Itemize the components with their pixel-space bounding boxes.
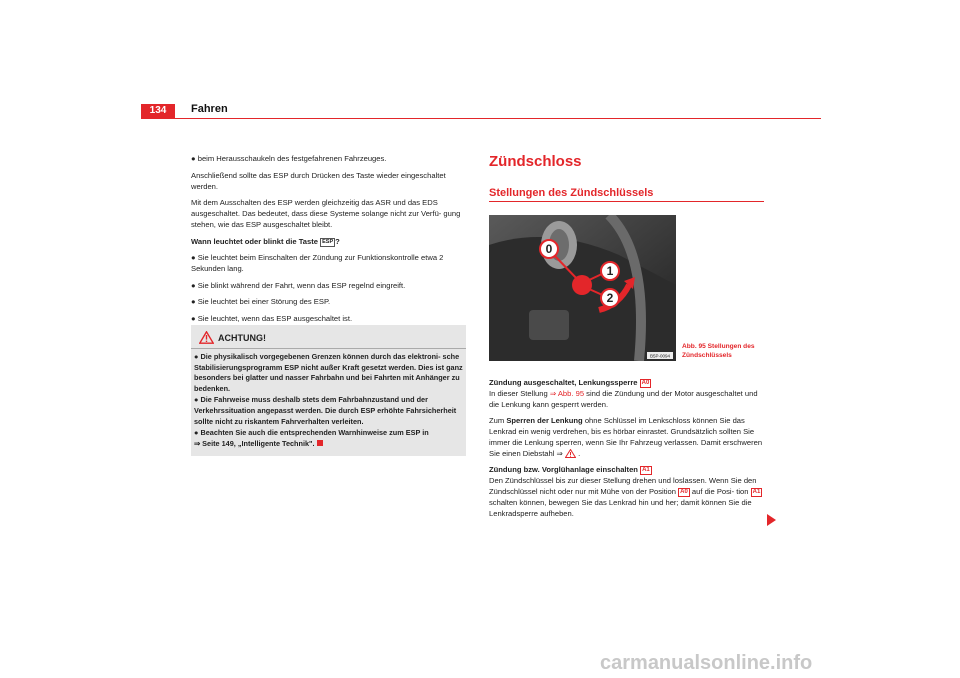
warning-item xyxy=(194,352,464,394)
text: sind die Zündung und der Motor ausgeschaltet und die Lenkung kann gesperrt werden. xyxy=(489,389,758,409)
bullet-icon: ● xyxy=(191,297,196,306)
paragraph: Mit dem Ausschalten des ESP werden gleichzeitig das ASR und das EDS ausgeschaltet. Das bedeutet, dass diese Systeme solange nicht zur Verfü- gung stehen, wie das ESP ausgeschaltet bleibt. xyxy=(191,198,461,229)
warning-body xyxy=(194,352,464,450)
paragraph xyxy=(489,388,764,410)
warning-triangle-icon[interactable] xyxy=(565,449,576,458)
bullet-icon: ● xyxy=(191,253,196,262)
photo-code: B5P-0094 xyxy=(649,353,671,359)
ignition-illustration xyxy=(489,215,676,361)
text: auf die Posi- tion xyxy=(691,487,749,496)
figure-link[interactable]: ⇒ Abb. 95 xyxy=(549,389,585,398)
left-column xyxy=(191,153,466,329)
section-heading xyxy=(489,377,764,388)
subsection-rule xyxy=(489,201,764,202)
warning-item-text: Die physikalisch vorgegebenen Grenzen können durch das elektroni- sche Stabilisierungsprogramm ESP nicht außer Kraft gesetzt werden. Dies ist ganz besonders bei glatter und nasser Fahrbahn und bei Fahrten mit Anhänger zu bedenken. xyxy=(194,352,463,393)
warning-item xyxy=(194,395,464,427)
warning-page-link[interactable]: ⇒ Seite 149, „Intelligente Technik". xyxy=(194,438,315,448)
caption-line: Zündschlüssels xyxy=(682,351,732,359)
warning-triangle-icon xyxy=(199,331,214,344)
position-2-label: 2 xyxy=(606,291,614,305)
bullet-icon: ● xyxy=(191,280,196,290)
bullet-icon: ● xyxy=(191,154,196,163)
heading-text: Zündung bzw. Vorglühanlage einschalten xyxy=(489,465,638,474)
question-mark: ? xyxy=(335,236,340,246)
warning-item-text: Die Fahrweise muss deshalb stets dem Fahrbahnzustand und der Verkehrssituation angepasst werden. Die durch ESP erhöhte Fahrsicherheit sollte nicht zu riskantem Fahrverhalten verleiten. xyxy=(194,395,457,426)
warning-box xyxy=(191,325,466,456)
position-badge: A1 xyxy=(752,489,761,495)
bullet-icon: ● xyxy=(194,428,199,438)
caption-line: Abb. 95 Stellungen des xyxy=(682,343,755,350)
next-page-arrow-icon[interactable] xyxy=(766,514,776,526)
position-badge: A0 xyxy=(641,380,650,386)
list-item-text: Sie blinkt während der Fahrt, wenn das ESP regelnd eingreift. xyxy=(197,280,406,290)
list-item-text: Sie leuchtet bei einer Störung des ESP. xyxy=(197,297,331,306)
text: Zum xyxy=(489,416,505,425)
question-text: Wann leuchtet oder blinkt die Taste xyxy=(191,236,318,246)
text: Den Zündschlüssel bis zur dieser Stellung drehen und loslassen. Wenn Sie den Zündschlüssel nicht oder nur mit Mühe von der Position xyxy=(489,476,757,496)
list-item xyxy=(191,313,466,324)
paragraph xyxy=(489,415,764,459)
header-rule xyxy=(141,118,821,119)
watermark: carmanualsonline.info xyxy=(600,652,813,674)
list-item-text: beim Herausschaukeln des festgefahrenen Fahrzeuges. xyxy=(197,154,387,163)
bold-text: Sperren der Lenkung xyxy=(506,416,583,425)
heading-text: Zündung ausgeschaltet, Lenkungssperre xyxy=(489,378,638,387)
warning-item xyxy=(194,428,464,449)
list-item-text: Sie leuchtet beim Einschalten der Zündung zur Funktionskontrolle etwa 2 Sekunden lang. xyxy=(191,253,444,273)
list-item xyxy=(191,280,466,291)
list-item xyxy=(191,252,466,274)
position-badge: A1 xyxy=(642,467,650,473)
warning-item-text: Beachten Sie auch die entsprechenden Warnhinweise zum ESP in xyxy=(200,428,429,438)
text: ohne Schlüssel im Lenkschloss können Sie das Lenkrad ein wenig verdrehen, bis es hörbar einrastet. Grundsätzlich sollten Sie immer die Lenkung sperren, wenn Sie Ihr Fahrzeug verlassen. Damit erschweren Sie einen Diebstahl ⇒ xyxy=(489,416,763,458)
subsection-title: Stellungen des Zündschlüssels xyxy=(489,187,654,199)
section-heading xyxy=(489,464,764,475)
text: In dieser Stellung xyxy=(489,389,548,398)
text: schalten können, bewegen Sie das Lenkrad hin und her; damit können Sie die Lenkradsperre aufheben. xyxy=(489,498,752,518)
paragraph xyxy=(489,475,764,519)
list-item xyxy=(191,153,466,164)
question-heading xyxy=(191,236,466,247)
end-marker-icon xyxy=(317,440,323,446)
warning-divider xyxy=(191,348,466,349)
position-badge: A0 xyxy=(680,489,688,495)
warning-title: ACHTUNG! xyxy=(218,333,266,343)
position-1-label: 1 xyxy=(606,264,614,278)
section-title: Zündschloss xyxy=(489,153,582,170)
bullet-icon: ● xyxy=(191,313,196,323)
position-0-label: 0 xyxy=(545,242,553,256)
right-column xyxy=(489,377,764,524)
figure-caption xyxy=(682,343,755,360)
bullet-icon: ● xyxy=(194,352,199,361)
list-item-text: Sie leuchtet, wenn das ESP ausgeschaltet ist. xyxy=(197,313,353,323)
chapter-title: Fahren xyxy=(191,103,228,115)
page-number: 134 xyxy=(141,104,175,118)
esp-button-icon: ESP xyxy=(322,238,334,245)
text: . xyxy=(578,449,581,458)
bullet-icon: ● xyxy=(194,395,199,405)
paragraph: Anschließend sollte das ESP durch Drücken des Taste wieder eingeschaltet werden. xyxy=(191,170,446,191)
ignition-photo xyxy=(489,215,676,361)
list-item xyxy=(191,296,466,307)
